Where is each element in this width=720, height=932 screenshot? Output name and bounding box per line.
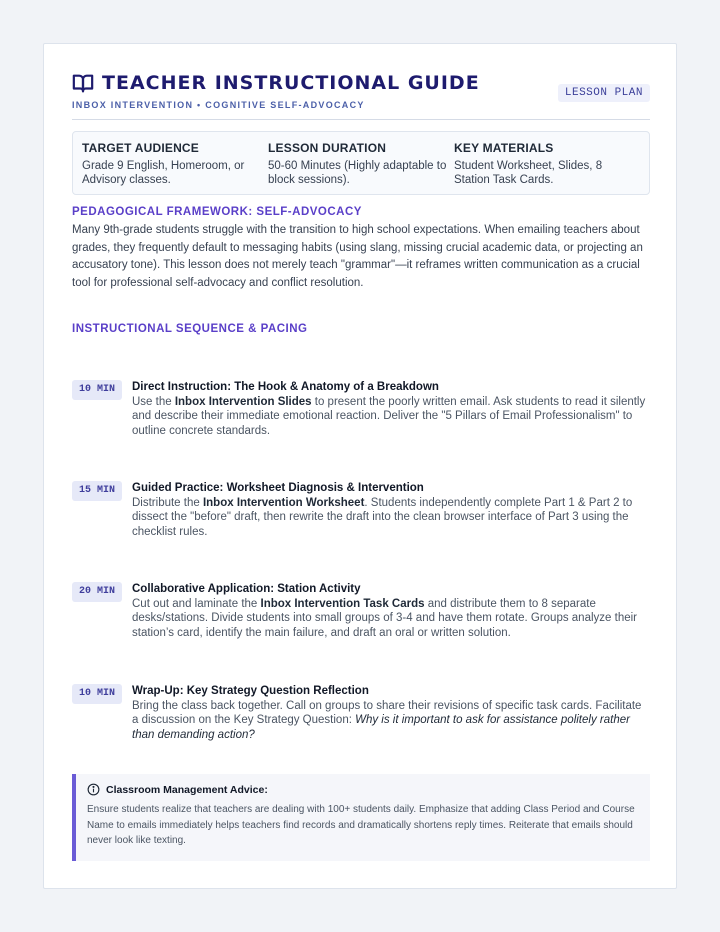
info-lesson-duration [268,141,454,194]
lesson-info-box [72,131,650,195]
lesson-plan-page [43,43,677,889]
step-body [132,380,650,438]
step-title: Wrap-Up: Key Strategy Question Reflection [132,685,369,697]
info-value: Grade 9 English, Homeroom, or Advisory classes. [82,160,245,186]
key-strategy-question: Why is it important to ask for assistance politely rather than demanding action? [132,714,630,741]
step-title: Guided Practice: Worksheet Diagnosis & Intervention [132,482,424,494]
step-description [132,597,650,640]
step-body [132,481,650,539]
time-pill: 10 MIN [72,684,122,704]
step-description [132,699,650,742]
step-material: Inbox Intervention Worksheet [202,497,365,509]
step-text: to present the poorly written email. Ask students to read it silently and describe their immediate emotional reaction. Deliver the "5 Pillars of Email Professionalism" to outline concrete standards. [132,396,646,437]
step-body [132,582,650,640]
info-target-audience [82,141,268,194]
info-label: KEY MATERIALS [454,141,554,155]
info-label: TARGET AUDIENCE [82,141,199,155]
step-text: Use the [132,396,175,408]
step-text: Bring the class back together. Call on groups to share their revisions of specific task cards. Facilitate a discussion on the Key Strategy Question: [132,700,642,727]
classroom-advice-callout [72,774,650,861]
page-header [72,72,650,120]
step-body [132,684,650,742]
step-text: Distribute the [132,497,203,509]
info-value: Student Worksheet, Slides, 8 Station Task Cards. [454,160,603,186]
info-value: 50-60 Minutes (Highly adaptable to block sessions). [268,160,447,186]
step-material: Inbox Intervention Task Cards [260,598,425,610]
framework-heading: PEDAGOGICAL FRAMEWORK: SELF-ADVOCACY [72,206,362,218]
step-material: Inbox Intervention Slides [174,396,312,408]
sequence-heading: INSTRUCTIONAL SEQUENCE & PACING [72,323,308,335]
step-title: Collaborative Application: Station Activity [132,583,361,595]
time-pill: 15 MIN [72,481,122,501]
step-description [132,395,650,438]
step-text: and distribute them to 8 separate desks/stations. Divide students into small groups of 3-4 and have them rotate. Groups analyze their station’s card, identify the main failure, and draft an oral or written solution. [132,598,637,639]
lesson-plan-badge: LESSON PLAN [558,84,650,102]
advice-title: Classroom Management Advice: [106,783,268,796]
time-pill: 10 MIN [72,380,122,400]
advice-heading [87,783,638,796]
open-book-icon [72,72,94,94]
framework-paragraph: Many 9th-grade students struggle with the transition to high school expectations. When emailing teachers about grades, they frequently default to messaging habits (using slang, missing crucial academic data, or projecting an accusatory tone). This lesson does not merely teach "grammar"—it reframes written communication as a crucial tool for professional self-advocacy and conflict resolution. [72,224,643,289]
advice-text: Ensure students realize that teachers are dealing with 100+ students daily. Emphasize that adding Class Period and Course Name to emails immediately helps teachers find records and dramatically shortens reply times. Reiterate that emails should never look like texting. [87,804,635,846]
page-subtitle: INBOX INTERVENTION • COGNITIVE SELF-ADVOCACY [72,100,365,110]
info-icon [87,783,100,796]
step-text: Cut out and laminate the [132,598,261,610]
time-pill: 20 MIN [72,582,122,602]
page-title: TEACHER INSTRUCTIONAL GUIDE [102,72,480,94]
step-description [132,496,650,539]
info-label: LESSON DURATION [268,141,387,155]
step-text: . Students independently complete Part 1 & Part 2 to dissect the "before" draft, then rewrite the draft into the clean browser interface of Part 3 using the checklist rules. [132,497,633,538]
step-title: Direct Instruction: The Hook & Anatomy of a Breakdown [132,381,439,393]
info-key-materials [454,141,640,194]
